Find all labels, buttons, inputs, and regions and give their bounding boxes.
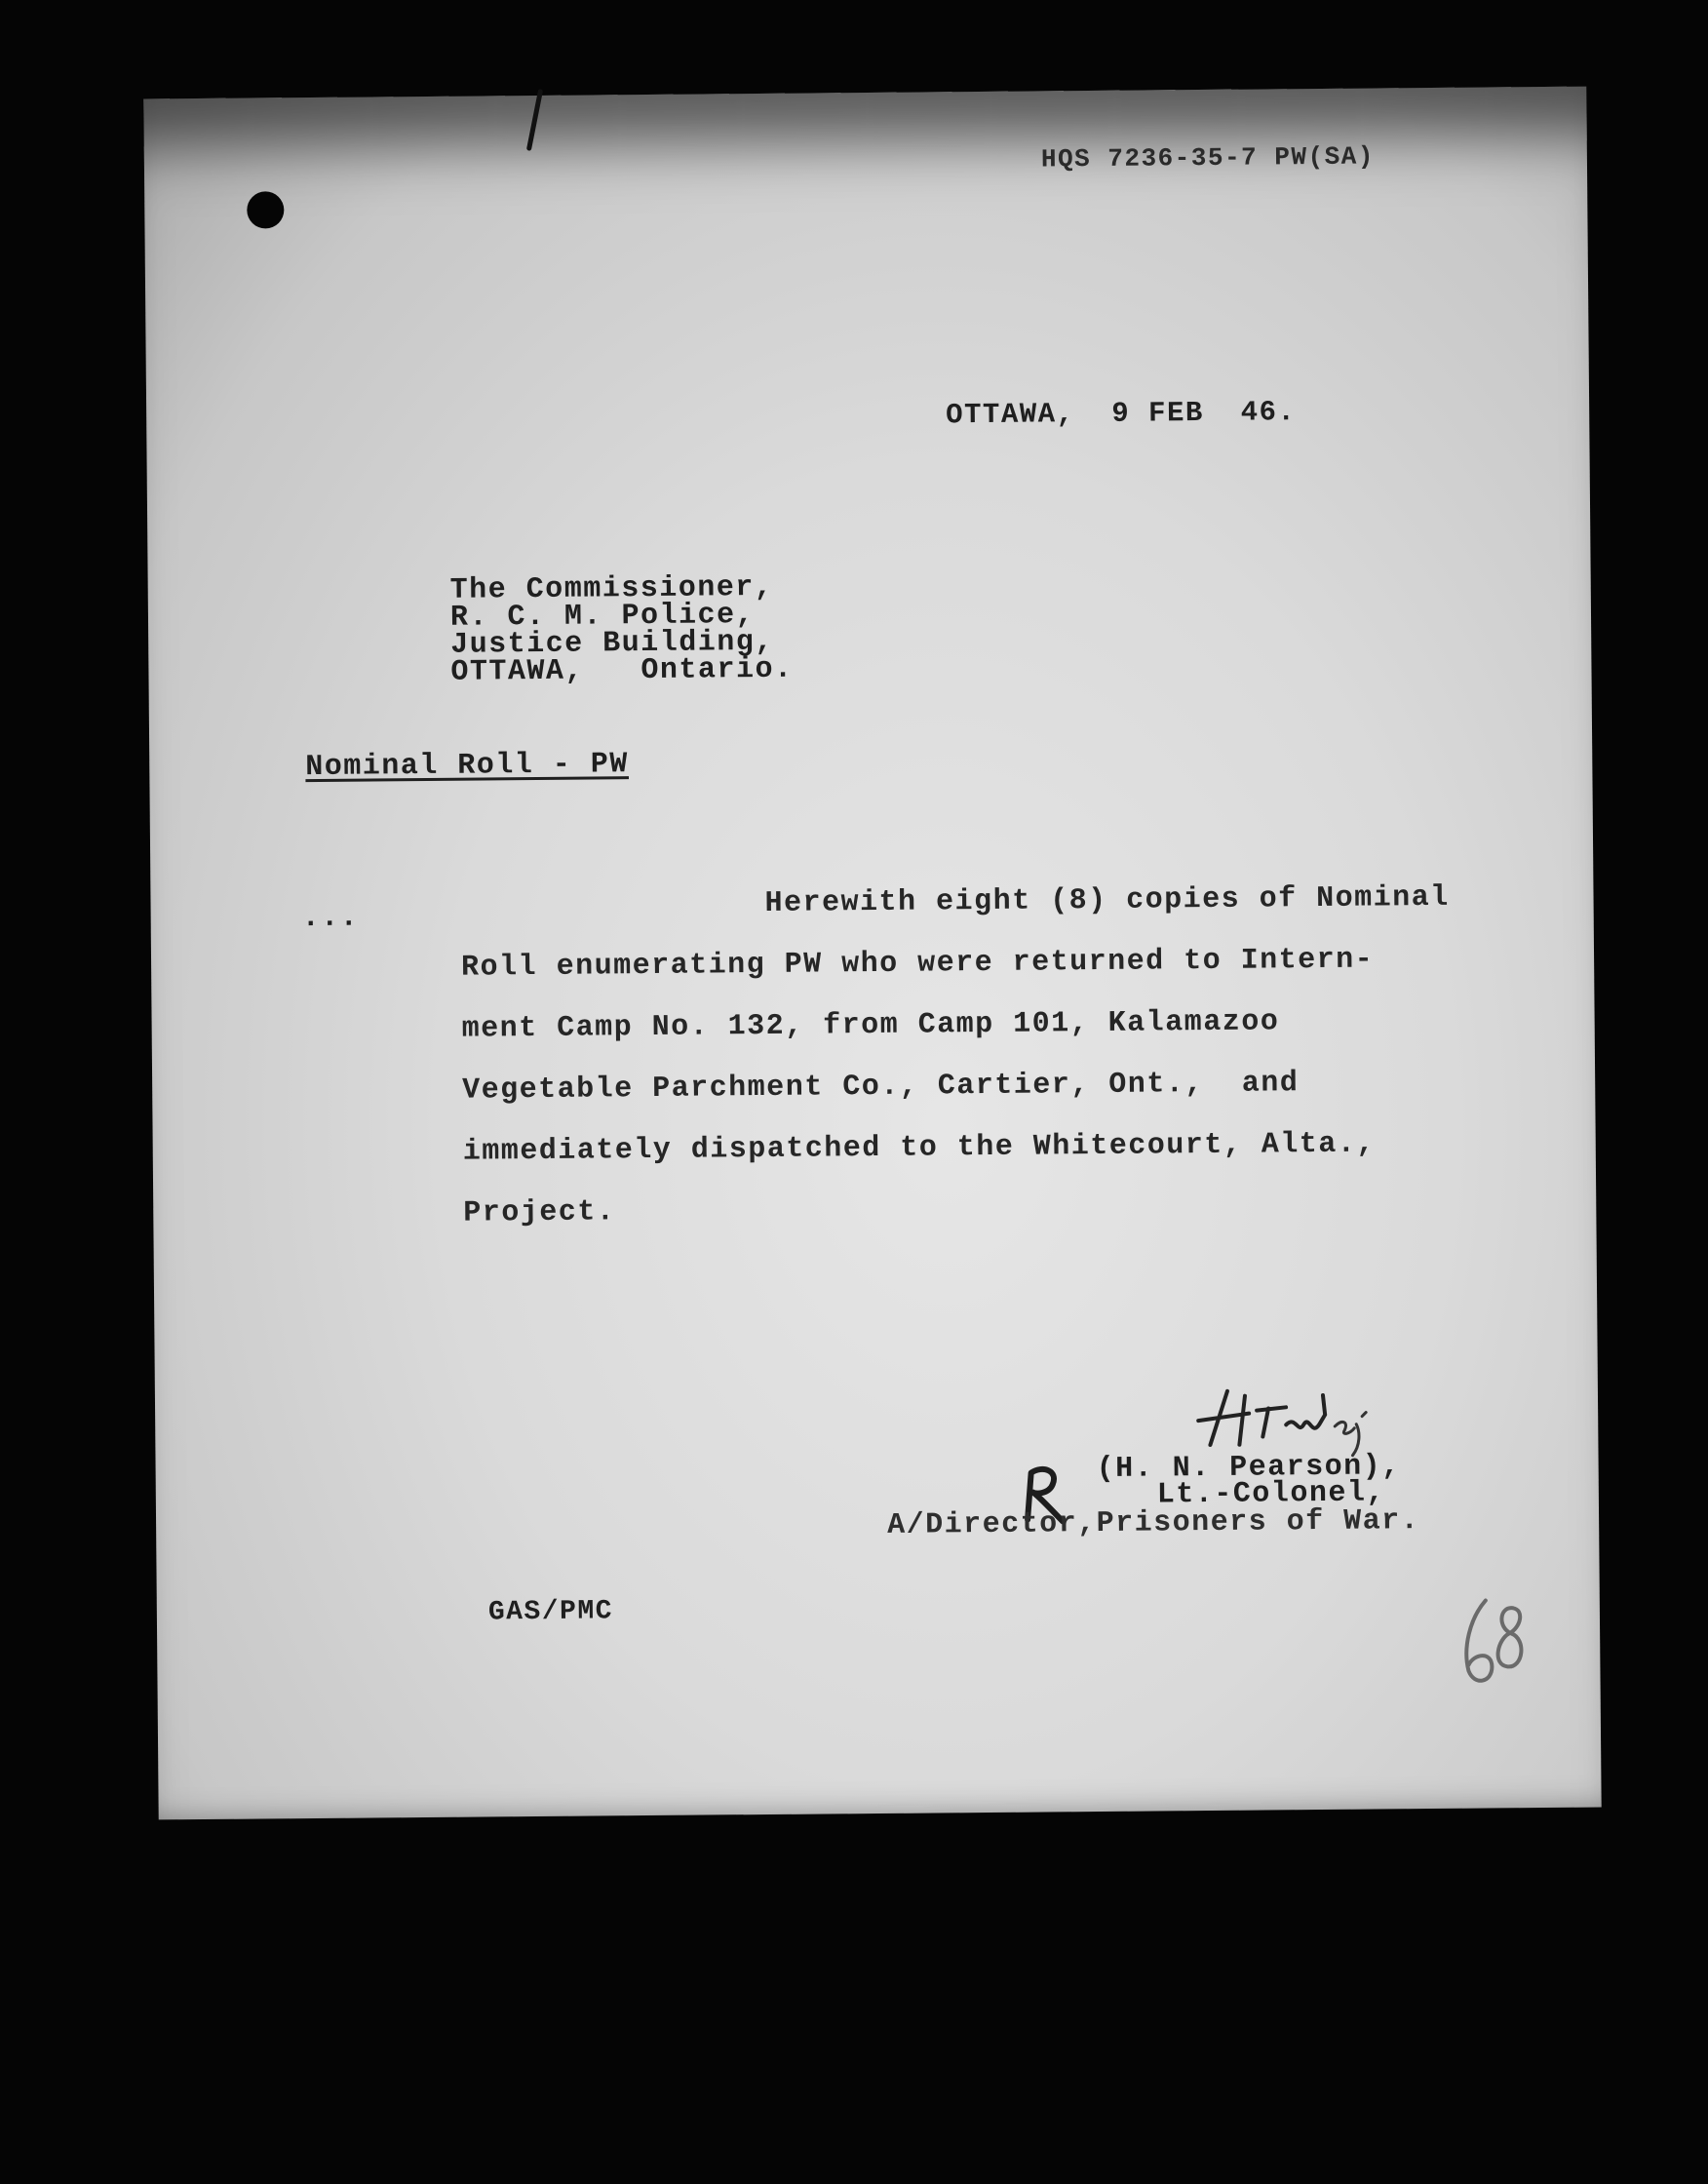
margin-mark: ...	[301, 901, 360, 936]
signatory-rank: Lt.-Colonel,	[1156, 1476, 1386, 1512]
typist-initials: GAS/PMC	[487, 1596, 614, 1628]
addressee-line-3: Justice Building,	[450, 625, 774, 662]
body-line-1: Herewith eight (8) copies of Nominal	[460, 880, 1450, 923]
addressee-line-4: OTTAWA, Ontario.	[450, 652, 794, 689]
handwritten-page-number	[1449, 1588, 1537, 1696]
body-line-6: Project.	[463, 1195, 616, 1230]
pen-tick-mark	[519, 88, 549, 156]
addressee-line-1: The Commissioner,	[449, 570, 774, 607]
file-reference: HQS 7236-35-7 PW(SA)	[1040, 141, 1376, 175]
signatory-name: (H. N. Pearson),	[1096, 1450, 1401, 1487]
document-paper	[143, 87, 1601, 1820]
body-line-4: Vegetable Parchment Co., Cartier, Ont., and	[462, 1067, 1300, 1108]
subject-heading: Nominal Roll - PW	[305, 748, 630, 785]
body-line-3: ment Camp No. 132, from Camp 101, Kalamazoo	[461, 1005, 1280, 1046]
punch-hole	[247, 191, 284, 228]
body-line-2: Roll enumerating PW who were returned to Intern-	[460, 943, 1375, 985]
body-line-5: immediately dispatched to the Whitecourt, Alta.,	[462, 1127, 1377, 1169]
date-line: OTTAWA, 9 FEB 46.	[946, 396, 1297, 432]
addressee-line-2: R. C. M. Police,	[449, 599, 756, 635]
letter-body	[460, 868, 1450, 1244]
signatory-title: A/Director,Prisoners of War.	[886, 1504, 1420, 1542]
